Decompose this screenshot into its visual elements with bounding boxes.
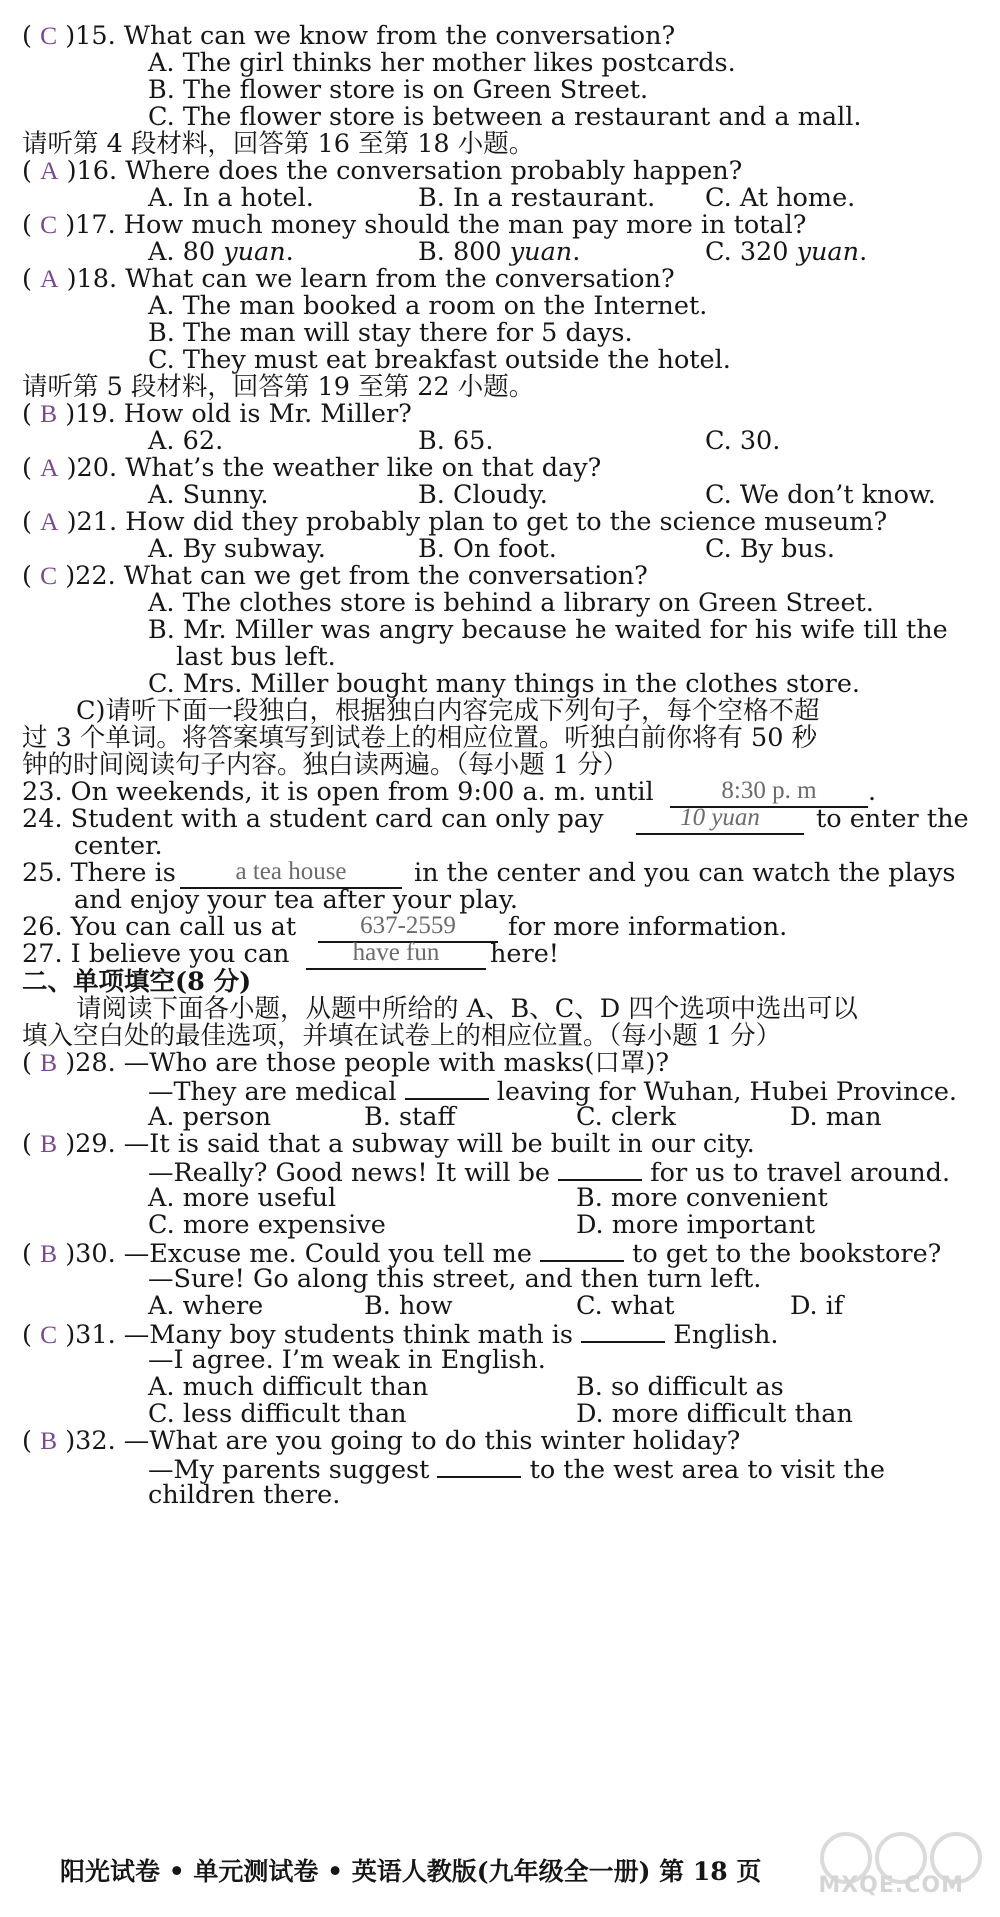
answer-16: A [40,156,59,185]
option-28d: D. man [790,1102,882,1132]
question-15: ( C )15. What can we know from the conversation? [22,21,676,51]
question-24: 24. Student with a student card can only pay [22,804,604,834]
question-21-text: )21. How did they probably plan to get to the science museum? [66,507,888,537]
option-16a: A. In a hotel. [148,183,314,213]
option-31d: D. more difficult than [576,1399,853,1429]
option-28c: C. clerk [576,1102,676,1132]
question-31-line2: —I agree. I’m weak in English. [148,1345,546,1375]
option-17c-unit: yuan [796,237,860,267]
option-17c-text: C. 320 [705,237,797,267]
question-19-text: )19. How old is Mr. Miller? [65,399,412,429]
option-18b: B. The man will stay there for 5 days. [148,318,633,348]
blank-31 [581,1317,665,1343]
question-22: ( C )22. What can we get from the conversation? [22,561,648,591]
answer-23-text: 8:30 p. m [721,777,817,804]
answer-24-blank [636,803,804,835]
option-31c: C. less difficult than [148,1399,407,1429]
answer-32: B [40,1426,58,1455]
option-28a: A. person [148,1102,272,1132]
question-26: 26. You can call us at [22,912,297,942]
option-28b: B. staff [364,1102,456,1132]
option-29a: A. more useful [148,1183,337,1213]
option-30a: A. where [148,1291,264,1321]
part4-intro: 请听第 4 段材料，回答第 16 至第 18 小题。 [22,129,535,159]
option-29c: C. more expensive [148,1210,386,1240]
question-28-line2-a: —They are medical [148,1077,397,1107]
question-20: ( A )20. What’s the weather like on that day? [22,453,602,483]
option-22c: C. Mrs. Miller bought many things in the clothes store. [148,669,861,699]
question-21: ( A )21. How did they probably plan to get to the science museum? [22,507,888,537]
section-2-instructions-1: 请阅读下面各小题，从题中所给的 A、B、C、D 四个选项中选出可以 [76,994,858,1024]
question-28-line2-b: leaving for Wuhan, Hubei Province. [496,1077,958,1107]
answer-15: C [40,21,58,50]
option-21c: C. By bus. [705,534,836,564]
option-21b: B. On foot. [418,534,557,564]
answer-21: A [40,507,59,536]
option-17a-dot: . [285,237,294,267]
option-15b: B. The flower store is on Green Street. [148,75,649,105]
question-24-line2: center. [74,831,163,861]
option-16c: C. At home. [705,183,856,213]
option-17a-text: A. 80 [148,237,224,267]
option-17c [705,236,867,268]
option-31b: B. so difficult as [576,1372,784,1402]
question-23-end: . [868,777,877,807]
part5-intro: 请听第 5 段材料，回答第 19 至第 22 小题。 [22,372,535,402]
question-23: 23. On weekends, it is open from 9:00 a. m. until [22,777,654,807]
question-32-line2-b: to the west area to visit the [529,1455,885,1485]
answer-29: B [40,1129,58,1158]
question-30-line2: —Sure! Go along this street, and then turn left. [148,1264,762,1294]
question-28-text: )28. —Who are those people with masks(口罩)? [65,1048,670,1078]
option-22a: A. The clothes store is behind a library on Green Street. [148,588,874,618]
answer-22: C [40,561,58,590]
answer-27-blank [306,938,486,970]
answer-28: B [40,1048,58,1077]
blank-30 [540,1236,624,1262]
option-18a: A. The man booked a room on the Internet. [148,291,708,321]
option-21a: A. By subway. [148,534,326,564]
watermark-logo [816,1828,986,1908]
question-18: ( A )18. What can we learn from the conversation? [22,264,675,294]
option-19c: C. 30. [705,426,781,456]
blank-32 [437,1452,521,1478]
option-19b: B. 65. [418,426,494,456]
section-2-instructions-2: 填入空白处的最佳选项，并填在试卷上的相应位置。（每小题 1 分） [22,1021,782,1051]
blank-29 [558,1155,642,1181]
question-16: ( A )16. Where does the conversation probably happen? [22,156,743,186]
option-17b-unit: yuan [509,237,573,267]
question-25-end: in the center and you can watch the plays [414,858,956,888]
option-30b: B. how [364,1291,453,1321]
blank-28 [405,1074,489,1100]
question-29-line2-a: —Really? Good news! It will be [148,1158,551,1188]
question-25-line2: and enjoy your tea after your play. [74,885,519,915]
question-29-text: )29. —It is said that a subway will be built in our city. [65,1129,755,1159]
option-17b-text: B. 800 [418,237,510,267]
question-31-text-b: English. [673,1320,779,1350]
question-32-line2-a: —My parents suggest [148,1455,430,1485]
question-29: ( B )29. —It is said that a subway will be built in our city. [22,1129,755,1159]
answer-31: C [40,1320,58,1349]
question-31: ( C )31. —Many boy students think math is English. [22,1317,779,1351]
answer-18: A [40,264,59,293]
option-20c: C. We don’t know. [705,480,936,510]
question-30-text: )30. —Excuse me. Could you tell me [65,1239,532,1269]
option-18c: C. They must eat breakfast outside the hotel. [148,345,731,375]
option-29b: B. more convenient [576,1183,828,1213]
question-27-end: here! [490,939,560,969]
question-29-line2-b: for us to travel around. [650,1158,951,1188]
question-25: 25. There is [22,858,176,888]
section-2-title: 二、单项填空(8 分) [22,967,252,997]
question-22-text: )22. What can we get from the conversation? [65,561,648,591]
question-32-text: )32. —What are you going to do this winter holiday? [65,1426,741,1456]
question-15-text: )15. What can we know from the conversation? [65,21,676,51]
option-22b-line2: last bus left. [176,642,336,672]
answer-24-text: 10 yuan [680,804,760,831]
question-16-text: )16. Where does the conversation probably happen? [66,156,743,186]
question-28: ( B )28. —Who are those people with masks(口罩)? [22,1048,670,1078]
question-30: ( B )30. —Excuse me. Could you tell me to get to the bookstore? [22,1236,941,1270]
question-31-text: )31. —Many boy students think math is [65,1320,573,1350]
option-16b: B. In a restaurant. [418,183,656,213]
question-17: ( C )17. How much money should the man pay more in total? [22,210,807,240]
question-32-line3: children there. [148,1480,341,1510]
question-27: 27. I believe you can [22,939,290,969]
answer-20: A [40,453,59,482]
option-22b-line1: B. Mr. Miller was angry because he waited for his wife till the [148,615,948,645]
question-32: ( B )32. —What are you going to do this winter holiday? [22,1426,741,1456]
answer-30: B [40,1239,58,1268]
question-26-end: for more information. [508,912,788,942]
question-30-text-b: to get to the bookstore? [632,1239,942,1269]
option-17a-unit: yuan [223,237,286,267]
watermark-text: MXQE.COM [818,1873,964,1898]
partc-instructions-2: 过 3 个单词。将答案填写到试卷上的相应位置。听独白前你将有 50 秒 [22,723,818,753]
page-footer: 阳光试卷 • 单元测试卷 • 英语人教版(九年级全一册) 第 18 页 [60,1857,762,1886]
answer-26-text: 637-2559 [360,912,456,939]
option-15a: A. The girl thinks her mother likes postcards. [148,48,736,78]
question-24-end: to enter the [816,804,969,834]
option-17c-dot: . [859,237,868,267]
answer-25-text: a tea house [235,858,347,885]
option-19a: A. 62. [148,426,224,456]
partc-instructions-1: C)请听下面一段独白，根据独白内容完成下列句子，每个空格不超 [76,696,820,726]
question-19: ( B )19. How old is Mr. Miller? [22,399,412,429]
option-30d: D. if [790,1291,844,1321]
question-20-text: )20. What’s the weather like on that day? [66,453,602,483]
option-31a: A. much difficult than [148,1372,429,1402]
option-20a: A. Sunny. [148,480,269,510]
option-20b: B. Cloudy. [418,480,548,510]
answer-19: B [40,399,58,428]
question-17-text: )17. How much money should the man pay more in total? [65,210,807,240]
option-17b-dot: . [572,237,581,267]
partc-instructions-3: 钟的时间阅读句子内容。独白读两遍。（每小题 1 分） [22,750,629,780]
option-15c: C. The flower store is between a restaurant and a mall. [148,102,862,132]
answer-27-text: have fun [352,939,440,966]
option-29d: D. more important [576,1210,815,1240]
question-18-text: )18. What can we learn from the conversation? [66,264,675,294]
option-30c: C. what [576,1291,675,1321]
answer-17: C [40,210,58,239]
